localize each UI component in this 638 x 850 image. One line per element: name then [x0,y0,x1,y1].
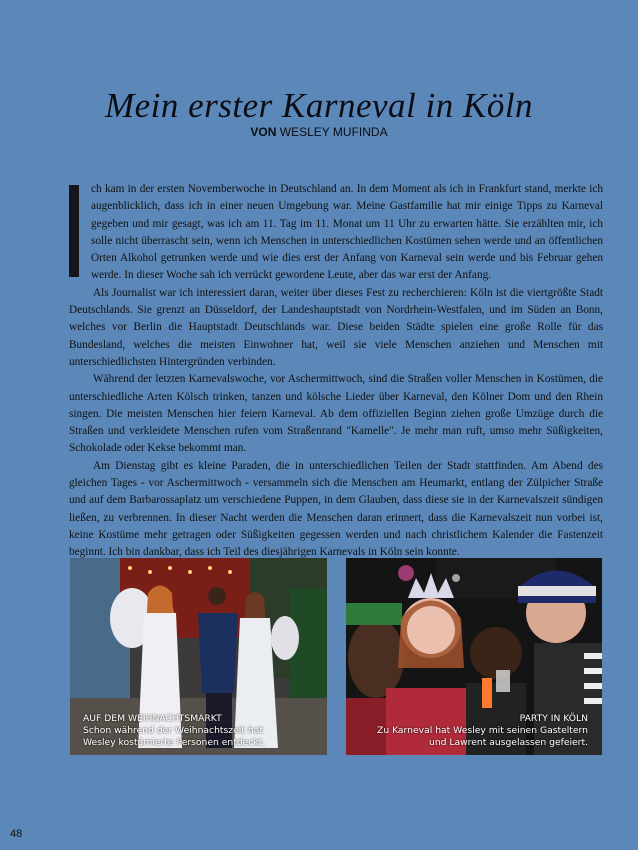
paragraph-3: Während der letzten Karnevalswoche, vor Aschermittwoch, sind die Straßen voller Menschen in Kostümen, die unterschiedliche Arten Kölsch trinken, tanzen und kölsche Lieder über Karneval, den Kölner Dom und den Rhein singen. Die meisten Menschen hier feiern Karneval. Ab dem offiziellen Beginn ziehen große Umzüge durch die Straßen und verkleidete Menschen rufen vom Straßenrand "Kamelle". Je mehr man ruft, umso mehr Süßigkeiten, Schokolade oder Kekse bekommt man. [69,373,603,455]
photo-caption-right [377,713,588,749]
photo-party [346,558,602,755]
paragraph-1: ch kam in der ersten Novemberwoche in Deutschland an. In dem Moment als ich in Frankfurt stand, merkte ich augenblicklich, dass ich in einer neuen Umgebung war. Meine Gastfamilie hat mir einige Tipps zu Karneval gegeben und mir gesagt, was ich am 11. Tag im 11. Monat um 11 Uhr zu erwarten hätte. Sie erzählten mir, ich solle nicht überrascht sein, wenn ich Menschen in unterschiedlichen Kostümen sehen werde und an öffentlichen Orten Alkohol getrunken werde und wie dies erst der Anfang von Karneval sein werde und bis Februar gehen werde. In dieser Woche sah ich verrückt gewordene Leute, aber das war erst der Anfang. [69,181,603,285]
caption-title: PARTY IN KÖLN [519,713,588,724]
caption-text: Zu Karneval hat Wesley mit seinen Gasteltern [377,725,588,736]
drop-cap [69,185,79,277]
photo-christmas-market [70,558,327,755]
caption-text: Wesley kostümierte Personen entdeckt. [83,737,266,748]
byline-prefix: VON [250,125,277,139]
page-number: 48 [10,828,23,840]
author-name: WESLEY MUFINDA [279,125,388,139]
article-title: Mein erster Karneval in Köln [104,86,534,125]
byline [0,125,638,139]
article-body [69,181,603,562]
caption-text: und Lawrent ausgelassen gefeiert. [429,737,588,748]
caption-text: Schon während der Weihnachtszeit hat [83,725,263,736]
paragraph-2: Als Journalist war ich interessiert daran, weiter über dieses Fest zu recherchieren: Köln ist die viertgrößte Stadt Deutschlands. Sie grenzt an Düsseldorf, der Landeshauptstadt von Nordrhein-Westfalen, und im Süden an Bonn, welches vor Berlin die Hauptstadt Deutschlands war. Diese beiden Städte spielen eine große Rolle für das Bundesland, welches die meisten Einwohner hat, weil sie viele Menschen anziehen und Menschen mit unterschiedlichsten Hintergründen verbinden. [69,286,603,368]
photo-caption-left [83,713,265,749]
caption-title: AUF DEM WEIHNACHTSMARKT [83,713,222,724]
paragraph-4: Am Dienstag gibt es kleine Paraden, die in unterschiedlichen Teilen der Stadt stattfinden. Am Abend des gleichen Tages - vor Aschermittwoch - versammeln sich die Menschen am Heumarkt, entlang der Zülpicher Straße und auf dem Barbarossaplatz um verschiedene Puppen, in dem Glauben, dass diese sie in der Karnevalszeit sündigen ließen, zu verbrennen. In dieser Nacht werden die Menschen daran erinnert, dass die Karnevalszeit nun vorbei ist, keine Kostüme mehr getragen oder Süßigkeiten gegessen werden und nach christlichem Kalender die Fastenzeit beginnt. Ich bin dankbar, dass ich Teil des diesjährigen Karnevals in Köln sein konnte. [69,459,603,559]
